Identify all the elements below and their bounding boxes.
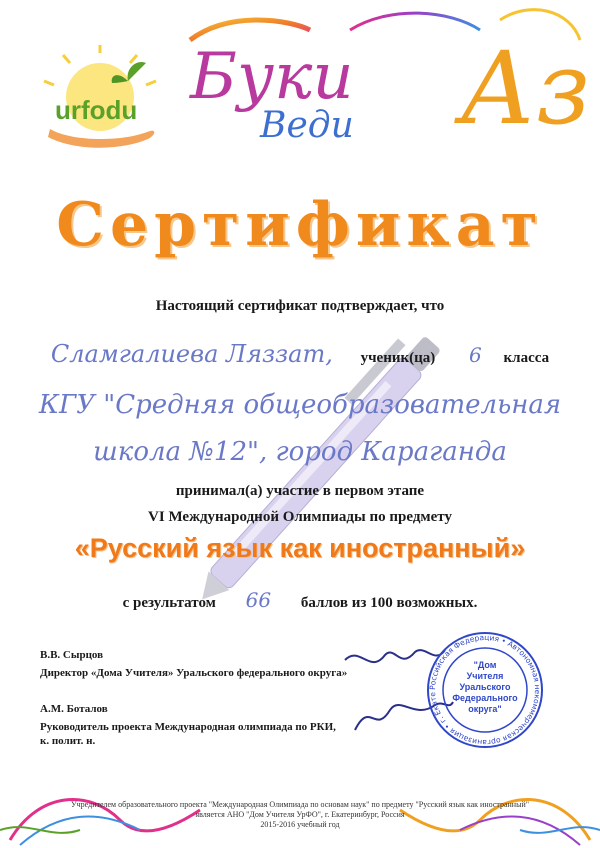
footer: [0, 800, 600, 830]
confirm-text: Настоящий сертификат подтверждает, что: [155, 298, 445, 314]
signature-block-2: [40, 702, 336, 748]
footer-line-2: является АНО "Дом Учителя УрФО", г. Екатеринбург, Россия: [195, 810, 405, 819]
result-suffix: баллов из 100 возможных.: [300, 595, 478, 611]
footer-line-1: Учредителем образовательного проекта "Международная Олимпиада по основам наук" по предмету "Русский язык как иностранный": [70, 800, 529, 809]
title-line-1: Буки: [190, 40, 354, 114]
school-line-2: школа №12", город Караганда: [93, 437, 507, 467]
signer-2-name: А.М. Боталов: [40, 703, 108, 715]
student-label: ученик(ца): [360, 350, 436, 366]
title-calligraphy: [170, 0, 590, 175]
school-line-1: КГУ "Средняя общеобразовательная: [38, 390, 562, 420]
stamp-inner-3: Уральского: [459, 682, 511, 692]
result-line: [0, 588, 600, 612]
official-stamp: [425, 630, 545, 750]
certificate-title: Сертификат: [56, 190, 544, 260]
score: 66: [245, 588, 272, 612]
student-line: [0, 340, 600, 368]
stamp-inner-1: "Дом: [473, 660, 497, 670]
signature-block-1: [40, 648, 347, 680]
title-line-2: Веди: [260, 105, 354, 146]
result-prefix: с результатом: [122, 595, 216, 611]
student-name: Сламгалиева Ляззат,: [50, 340, 333, 368]
stamp-inner-5: округа": [468, 704, 502, 714]
stamp-inner-4: Федерального: [452, 693, 518, 703]
signer-2-position: Руководитель проекта Международная олимпиада по РКИ,: [40, 721, 336, 733]
signer-1-position: Директор «Дома Учителя» Уральского федерального округа»: [40, 667, 348, 679]
participation-text: принимал(а) участие в первом этапе: [175, 483, 425, 499]
stamp-inner-2: Учителя: [466, 671, 504, 681]
stamp-outer-text: Российская Федерация • Автономная некоммерческая организация • г. Екате: [427, 632, 543, 748]
signer-2-degree: к. полит. н.: [40, 735, 96, 747]
footer-line-3: 2015-2016 учебный год: [260, 820, 340, 829]
title-line-3: Аз: [460, 30, 591, 147]
urfodu-logo: [30, 45, 180, 155]
subject-title: «Русский язык как иностранный»: [74, 533, 526, 563]
logo-text: urfodu: [55, 95, 138, 125]
olympiad-text: VI Международной Олимпиады по предмету: [148, 509, 452, 525]
grade: 6: [469, 343, 482, 367]
signer-1-name: В.В. Сырцов: [40, 649, 104, 661]
grade-label: класса: [503, 350, 550, 366]
